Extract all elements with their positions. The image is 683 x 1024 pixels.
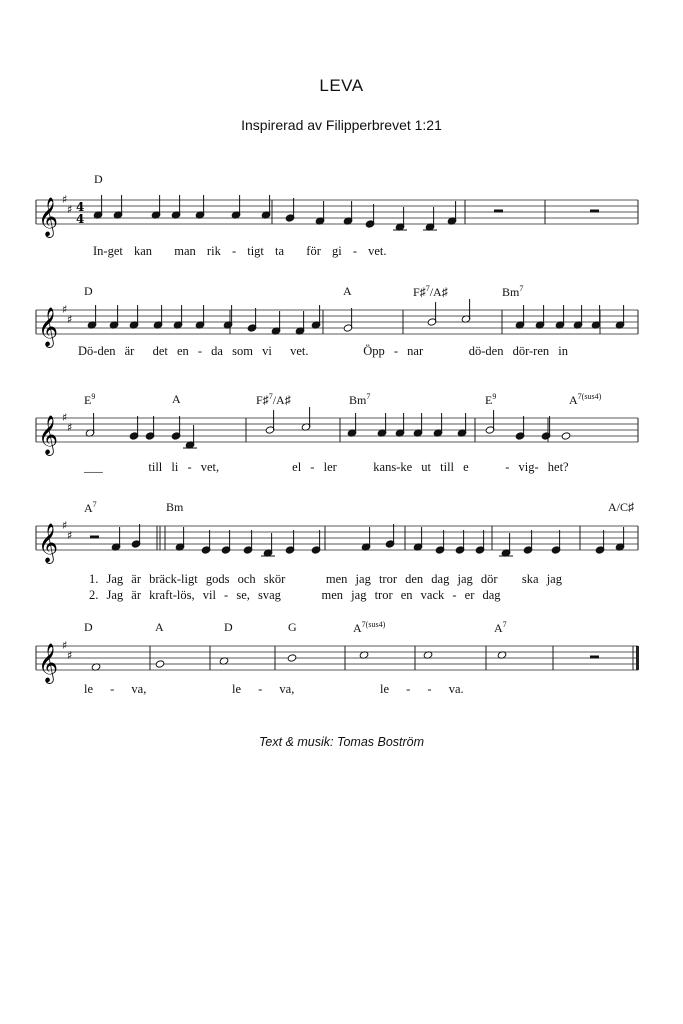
svg-text:4: 4 <box>76 212 85 226</box>
chord-symbol: A <box>343 284 352 298</box>
staff-system-4 <box>0 500 683 620</box>
staff-system-3 <box>0 392 683 512</box>
chord-symbol: Bm <box>166 500 184 514</box>
chord-symbol: $A^7$ <box>494 620 507 635</box>
treble-clef-icon: 𝄞 <box>38 643 59 683</box>
sharp-icon: ♯ <box>62 411 68 424</box>
half-rest <box>590 210 599 213</box>
chord-symbol: $A^{7(sus4)}$ <box>353 620 386 635</box>
treble-clef-icon: 𝄞 <box>38 415 59 455</box>
chord-symbol: D <box>84 620 93 634</box>
staff-system-5 <box>0 620 683 740</box>
chord-symbol: Bm$^7$ <box>349 392 371 407</box>
chord-symbol: A <box>172 392 181 406</box>
lyric-line: Dö-den är det en - da som vi vet. Öpp - nar dö-den dör-ren in <box>78 344 568 358</box>
treble-clef-icon: 𝄞 <box>38 197 59 237</box>
sharp-icon: ♯ <box>67 649 73 662</box>
lyric-line-verse-1: 1. Jag är bräck-ligt gods och skör men jag tror den dag jag dör ska jag <box>89 572 562 586</box>
sharp-icon: ♯ <box>62 193 68 206</box>
sharp-icon: ♯ <box>67 421 73 434</box>
staff-system-1 <box>0 170 683 290</box>
chord-symbol: A/C♯ <box>608 500 635 514</box>
note-head <box>287 654 297 662</box>
chord-symbol: A <box>155 620 164 634</box>
chord-symbol: $E^9$ <box>84 392 96 407</box>
treble-clef-icon: 𝄞 <box>38 523 59 563</box>
staff-system-2 <box>0 282 683 402</box>
chord-symbol: Bm$^7$ <box>502 284 524 299</box>
chord-symbol: $A^{7(sus4)}$ <box>569 392 602 407</box>
half-rest <box>494 210 503 213</box>
sharp-icon: ♯ <box>67 529 73 542</box>
sharp-icon: ♯ <box>62 303 68 316</box>
song-subtitle: Inspirerad av Filipperbrevet 1:21 <box>241 117 442 133</box>
sharp-icon: ♯ <box>67 313 73 326</box>
chord-symbol: D <box>224 620 233 634</box>
sharp-icon: ♯ <box>62 519 68 532</box>
music-staff <box>0 518 683 578</box>
svg-text:4: 4 <box>76 200 85 214</box>
chord-symbol: F♯$^7$/A♯ <box>413 284 448 299</box>
half-rest <box>90 536 99 539</box>
lyric-line: ___ till li - vet, el - ler kans-ke ut till e - vig- het? <box>84 460 569 474</box>
lyric-line: le - va, le - va, le - - va. <box>84 682 464 696</box>
treble-clef-icon: 𝄞 <box>38 307 59 347</box>
sharp-icon: ♯ <box>67 203 73 216</box>
chord-symbol: D <box>84 284 93 298</box>
lyric-line-verse-2: 2. Jag är kraft-lös, vil - se, svag men jag tror en vack - er dag <box>89 588 501 602</box>
chord-symbol: $A^7$ <box>84 500 97 515</box>
note-head <box>155 660 165 668</box>
lyric-line: In-get kan man rik - tigt ta för gi - vet. <box>93 244 387 258</box>
sharp-icon: ♯ <box>62 639 68 652</box>
chord-symbol: D <box>94 172 103 186</box>
music-staff <box>0 192 683 252</box>
chord-symbol: G <box>288 620 297 634</box>
chord-symbol: $E^9$ <box>485 392 497 407</box>
note-head <box>561 432 571 440</box>
credit-line: Text & musik: Tomas Boström <box>258 735 425 749</box>
chord-symbol: F♯$^7$/A♯ <box>256 392 291 407</box>
song-title: LEVA <box>319 76 364 95</box>
half-rest <box>590 656 599 659</box>
